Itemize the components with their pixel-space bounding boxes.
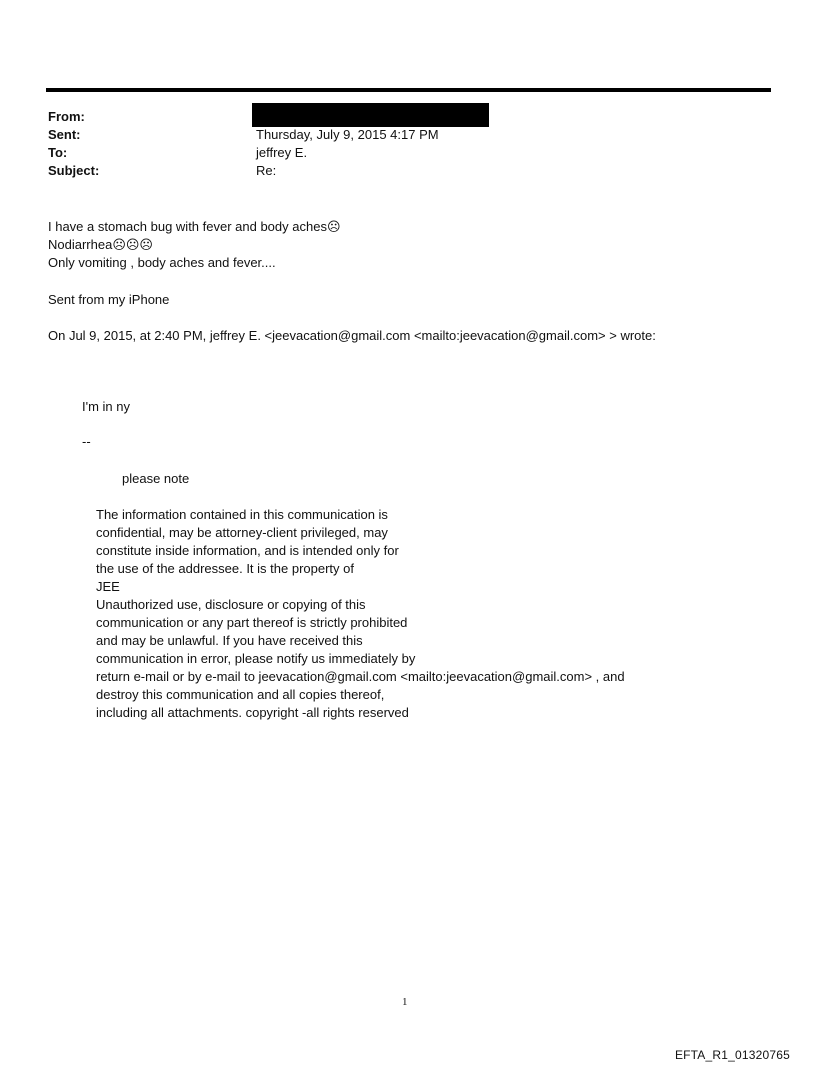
disclaimer-line: the use of the addressee. It is the property of [96, 561, 354, 576]
disclaimer-line: communication or any part thereof is strictly prohibited [96, 615, 408, 630]
document-id: EFTA_R1_01320765 [674, 1048, 790, 1062]
page-number: 1 [402, 996, 408, 1008]
disclaimer-line: including all attachments. copyright -all rights reserved [96, 705, 409, 720]
disclaimer-line: destroy this communication and all copies thereof, [96, 687, 385, 702]
quoted-message: I'm in ny [82, 399, 130, 414]
disclaimer-line: The information contained in this communication is [96, 507, 388, 522]
disclaimer-line: return e-mail or by e-mail to jeevacation@gmail.com <mailto:jeevacation@gmail.com> , and [96, 669, 625, 684]
sent-value: Thursday, July 9, 2015 4:17 PM [256, 127, 439, 142]
subject-value: Re: [256, 163, 277, 178]
to-value: jeffrey E. [256, 145, 308, 160]
sent-label: Sent: [48, 127, 81, 142]
disclaimer-line: confidential, may be attorney-client privileged, may [96, 525, 388, 540]
reply-intro: On Jul 9, 2015, at 2:40 PM, jeffrey E. <jeevacation@gmail.com <mailto:jeevacation@gmail.com> > wrote: [48, 328, 656, 343]
disclaimer-line: communication in error, please notify us immediately by [96, 651, 416, 666]
signature: Sent from my iPhone [48, 292, 170, 307]
header-rule [46, 88, 771, 92]
disclaimer-line: JEE [96, 579, 120, 594]
disclaimer [96, 506, 625, 722]
body-line-2: Nodiarrhea☹☹☹ [48, 237, 153, 252]
disclaimer-line: Unauthorized use, disclosure or copying of this [96, 597, 366, 612]
note-title: please note [122, 471, 190, 486]
redacted-sender [252, 103, 489, 127]
subject-label: Subject: [48, 163, 100, 178]
disclaimer-line: constitute inside information, and is intended only for [96, 543, 399, 558]
to-label: To: [48, 145, 68, 160]
from-label: From: [48, 109, 85, 124]
body-line-1: I have a stomach bug with fever and body aches☹ [48, 219, 341, 234]
disclaimer-line: and may be unlawful. If you have received this [96, 633, 363, 648]
quoted-separator: -- [82, 434, 91, 449]
body-line-3: Only vomiting , body aches and fever.... [48, 255, 276, 270]
